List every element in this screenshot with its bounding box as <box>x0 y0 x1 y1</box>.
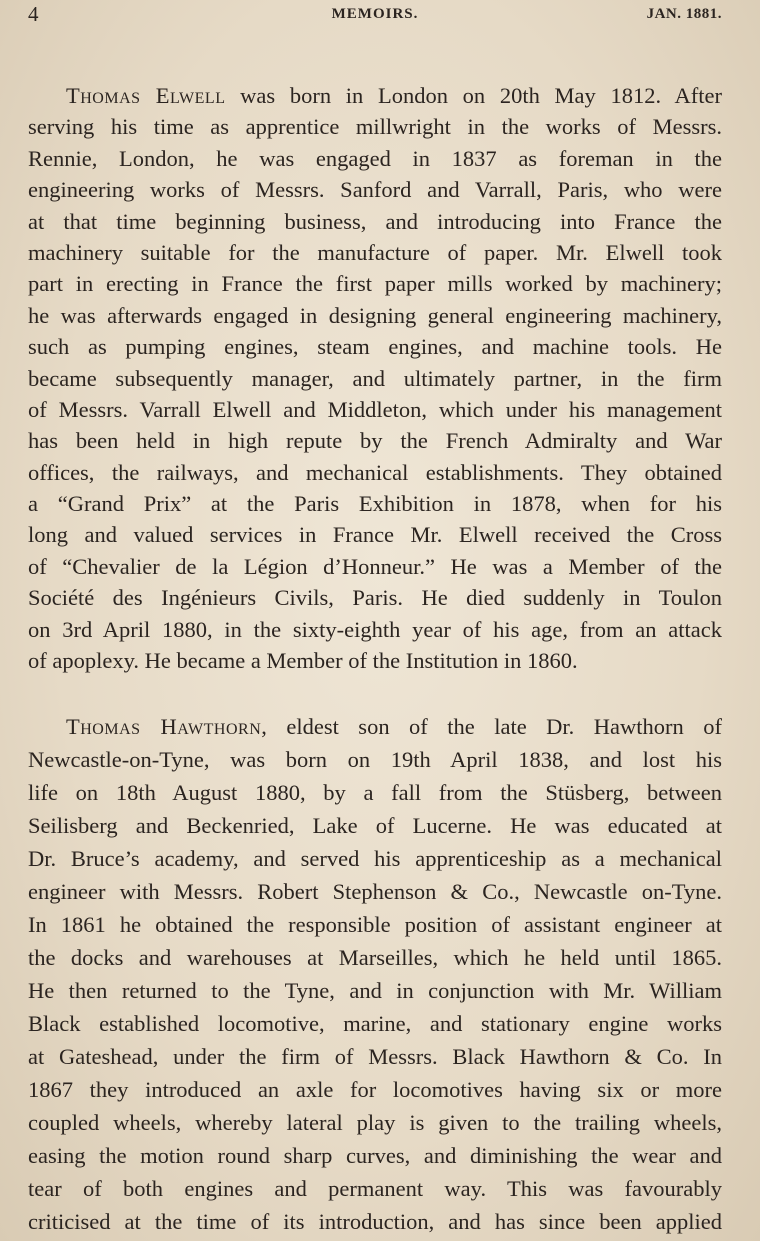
text-line: easing the motion round sharp curves, and diminishing the wear and <box>28 1143 722 1168</box>
text-line: on 3rd April 1880, in the sixty-eighth year of his age, from an attack <box>28 616 722 642</box>
text-line: of Messrs. Varrall Elwell and Middleton, which under his management <box>28 396 722 422</box>
text-line: coupled wheels, whereby lateral play is given to the trailing wheels, <box>28 1110 722 1135</box>
text-line: of apoplexy. He became a Member of the Institution in 1860. <box>28 648 578 674</box>
text-line: the docks and warehouses at Marseilles, which he held until 1865. <box>28 945 722 970</box>
text-line: Dr. Bruce’s academy, and served his apprenticeship as a mechanical <box>28 846 722 871</box>
text-line: he was afterwards engaged in designing general engineering machinery, <box>28 302 722 328</box>
memoir-thomas-hawthorn <box>28 710 722 1238</box>
subject-name: Thomas Elwell <box>66 83 226 108</box>
text-line: has been held in high repute by the French Admiralty and War <box>28 428 722 454</box>
text-line: a “Grand Prix” at the Paris Exhibition in 1878, when for his <box>28 491 722 517</box>
text-line: engineering works of Messrs. Sanford and Varrall, Paris, who were <box>28 177 722 203</box>
text-line: Société des Ingénieurs Civils, Paris. He died suddenly in Toulon <box>28 585 722 611</box>
text-line: such as pumping engines, steam engines, and machine tools. He <box>28 334 722 360</box>
text-line: Seilisberg and Beckenried, Lake of Lucerne. He was educated at <box>28 813 722 838</box>
text-line: Newcastle-on-Tyne, was born on 19th April 1838, and lost his <box>28 747 722 772</box>
running-title: MEMOIRS. <box>331 6 419 22</box>
text-line: of “Chevalier de la Légion d’Honneur.” He was a Member of the <box>28 553 722 579</box>
text-line: Rennie, London, he was engaged in 1837 as foreman in the <box>28 145 722 171</box>
text-line <box>28 710 722 743</box>
text-line: machinery suitable for the manufacture of paper. Mr. Elwell took <box>28 239 722 265</box>
text-line: at that time beginning business, and introducing into France the <box>28 208 722 234</box>
text-line: became subsequently manager, and ultimately partner, in the firm <box>28 365 722 391</box>
text-line: tear of both engines and permanent way. This was favourably <box>28 1176 722 1201</box>
text-line <box>28 80 722 111</box>
page-number: 4 <box>28 2 39 26</box>
header-date: JAN. 1881. <box>646 6 722 22</box>
text-line: engineer with Messrs. Robert Stephenson & Co., Newcastle on-Tyne. <box>28 879 722 904</box>
line-text: , eldest son of the late Dr. Hawthorn of <box>261 714 722 739</box>
page-header <box>28 2 722 32</box>
text-line: 1867 they introduced an axle for locomotives having six or more <box>28 1077 722 1102</box>
text-line: Black established locomotive, marine, and stationary engine works <box>28 1011 722 1036</box>
text-line: long and valued services in France Mr. Elwell received the Cross <box>28 522 722 548</box>
subject-name: Thomas Hawthorn <box>66 714 262 739</box>
memoir-thomas-elwell <box>28 80 722 676</box>
text-line: part in erecting in France the first paper mills worked by machinery; <box>28 271 722 297</box>
text-line: serving his time as apprentice millwright in the works of Messrs. <box>28 114 722 140</box>
text-line: life on 18th August 1880, by a fall from the Stüsberg, between <box>28 780 722 805</box>
line-text: was born in London on 20th May 1812. After <box>225 83 722 108</box>
text-line: criticised at the time of its introduction, and has since been applied <box>28 1209 722 1234</box>
text-line: He then returned to the Tyne, and in conjunction with Mr. William <box>28 978 722 1003</box>
text-line: at Gateshead, under the firm of Messrs. Black Hawthorn & Co. In <box>28 1044 722 1069</box>
text-line: offices, the railways, and mechanical establishments. They obtained <box>28 459 722 485</box>
text-line: In 1861 he obtained the responsible position of assistant engineer at <box>28 912 722 937</box>
